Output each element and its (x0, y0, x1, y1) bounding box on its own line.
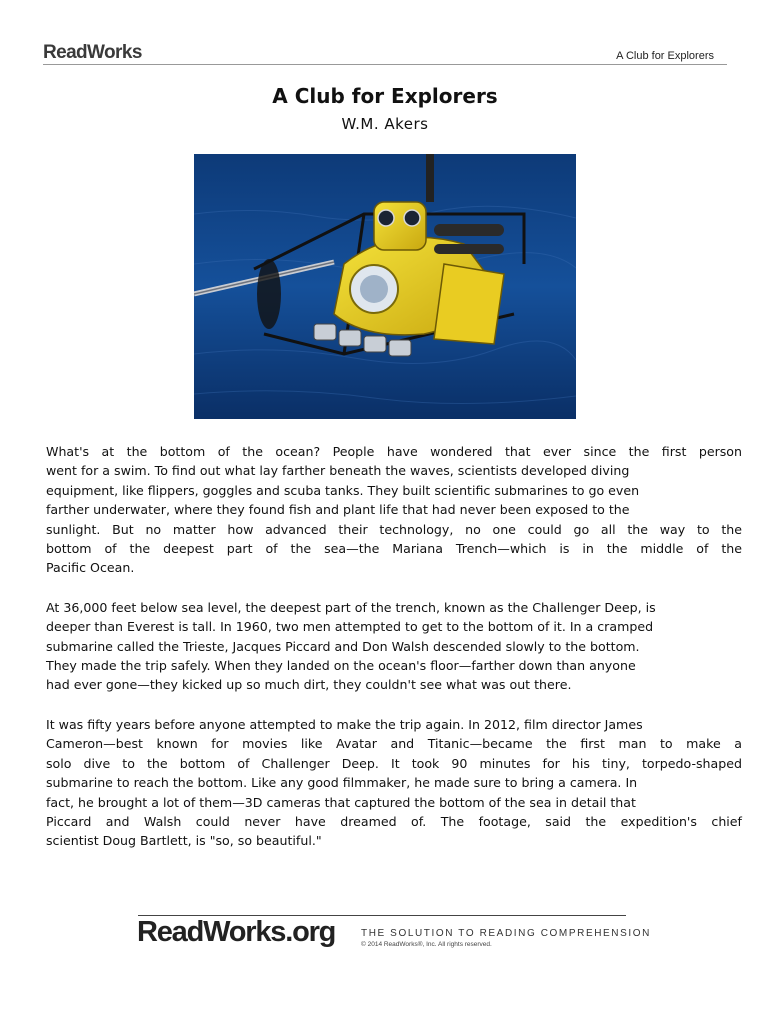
text-line: farther underwater, where they found fish and plant life that had never been exposed to the (46, 502, 630, 518)
text-line: deeper than Everest is tall. In 1960, two men attempted to get to the bottom of it. In a cramped (46, 619, 654, 635)
article-title: A Club for Explorers (272, 84, 498, 108)
text-line: submarine called the Trieste, Jacques Piccard and Don Walsh descended slowly to the bottom. (46, 638, 640, 654)
footer-logo: ReadWorks.org (137, 916, 336, 948)
text-line: solo dive to the bottom of Challenger Deep. It took 90 minutes for his tiny, torpedo-shaped (46, 755, 742, 771)
paragraph-2 (46, 598, 742, 695)
paragraph-3 (46, 715, 742, 851)
header-doc-title: A Club for Explorers (616, 50, 714, 62)
text-line: Pacific Ocean. (46, 560, 135, 576)
text-line: Cameron—best known for movies like Avatar and Titanic—became the first man to make a (46, 736, 742, 752)
footer-tagline: THE SOLUTION TO READING COMPREHENSION (361, 928, 651, 939)
text-line: went for a swim. To find out what lay farther beneath the waves, scientists developed diving (46, 463, 630, 479)
text-line: sunlight. But no matter how advanced their technology, no one could go all the way to the (46, 521, 742, 537)
text-line: fact, he brought a lot of them—3D cameras that captured the bottom of the sea in detail that (46, 794, 636, 810)
text-line: At 36,000 feet below sea level, the deepest part of the trench, known as the Challenger Deep, is (46, 599, 656, 615)
text-line: had ever gone—they kicked up so much dirt, they couldn't see what was out there. (46, 677, 572, 693)
paragraph-1 (46, 442, 742, 578)
header-divider (43, 64, 727, 65)
text-line: scientist Doug Bartlett, is "so, so beautiful." (46, 833, 322, 849)
footer-copyright: © 2014 ReadWorks®, Inc. All rights reserved. (361, 941, 492, 948)
text-line: Piccard and Walsh could never have dreamed of. The footage, said the expedition's chief (46, 813, 742, 829)
article-body (46, 442, 742, 871)
text-line: It was fifty years before anyone attempted to make the trip again. In 2012, film director James (46, 716, 643, 732)
submarine-photo (194, 154, 576, 419)
article-author: W.M. Akers (341, 115, 429, 133)
text-line: submarine to reach the bottom. Like any good filmmaker, he made sure to bring a camera. In (46, 775, 638, 791)
readworks-logo: ReadWorks (43, 42, 142, 63)
text-line: What's at the bottom of the ocean? People have wondered that ever since the first person (46, 444, 742, 459)
text-line: bottom of the deepest part of the sea—the Mariana Trench—which is in the middle of the (46, 541, 742, 557)
text-line: They made the trip safely. When they landed on the ocean's floor—farther down than anyone (46, 658, 636, 674)
text-line: equipment, like flippers, goggles and scuba tanks. They built scientific submarines to go even (46, 482, 640, 498)
